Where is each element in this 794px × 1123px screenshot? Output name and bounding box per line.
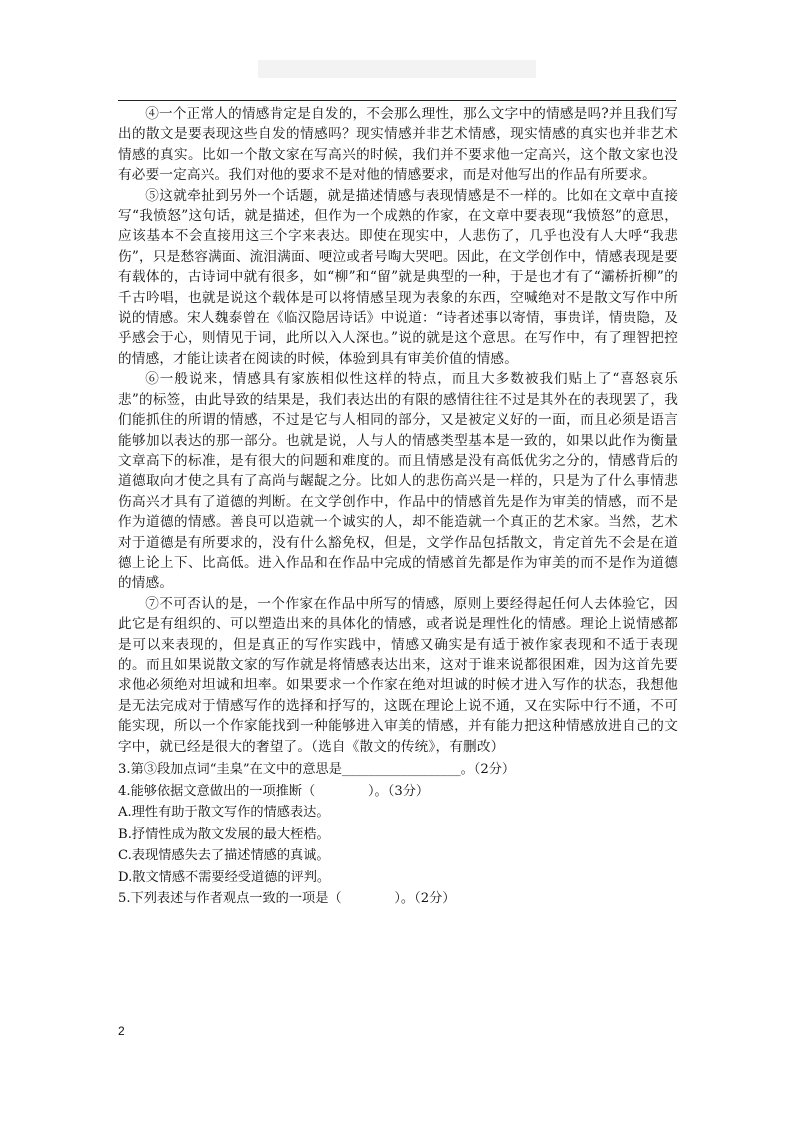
document-body — [118, 104, 678, 910]
option-c: C.表现情感失去了描述情感的真诚。 — [118, 848, 330, 863]
question-3: 3.第③段加点词“圭臬”在文中的意思是__________________。（2分） — [118, 762, 516, 777]
header-band — [258, 60, 536, 78]
page-number: 2 — [118, 1024, 125, 1038]
header-rule — [118, 100, 676, 101]
option-b: B.抒情性成为散文发展的最大桎梏。 — [118, 826, 330, 842]
paragraph-4: ④一个正常人的情感肯定是自发的，不会那么理性，那么文字中的情感是吗?并且我们写出的散文是要表现这些自发的情感吗？现实情感并非艺术情感，现实情感的真实也并非艺术情感的真实。比如一个散文家在写高兴的时候，我们并不要求他一定高兴，这个散文家也没有必要一定高兴。我们对他的要求不是对他的情感要求，而是对他写出的作品有所要求。 — [118, 106, 678, 184]
option-d: D.散文情感不需要经受道德的评判。 — [118, 869, 331, 885]
option-a: A.理性有助于散文写作的情感表达。 — [118, 805, 330, 820]
question-4: 4.能够依据文意做出的一项推断（ ）。（3分） — [118, 783, 430, 799]
paragraph-5: ⑤这就牵扯到另外一个话题，就是描述情感与表现情感是不一样的。比如在文章中直接写“我愤怒”这句话，就是描述，但作为一个成熟的作家，在文章中要表现“我愤怒”的意思，应该基本不会直接用这三个字来表达。即使在现实中，人悲伤了，几乎也没有人大呼“我悲伤”，只是愁容满面、流泪满面、哽泣或者号啕大哭吧。因此，在文学创作中，情感表现是要有载体的，古诗词中就有很多，如“柳”和“留”就是典型的一种，于是也才有了“灞桥折柳”的千古吟唱，也就是说这个载体是可以将情感呈现为表象的东西，空喊绝对不是散文写作中所说的情感。宋人魏泰曾在《临汉隐居诗话》中说道：“诗者述事以寄情，事贵详，情贵隐，及乎感会于心，则情见于词，此所以入人深也。”说的就是这个意思。在写作中，有了理智把控的情感，才能让读者在阅读的时候，体验到具有审美价值的情感。 — [118, 187, 678, 367]
paragraph-7: ⑦不可否认的是，一个作家在作品中所写的情感，原则上要经得起任何人去体验它，因此它是有组织的、可以塑造出来的具体化的情感，或者说是理性化的情感。理论上说情感都是可以来表现的，但是真正的写作实践中，情感又确实是有适于被作家表现和不适于表现的。而且如果说散文家的写作就是将情感表达出来，这对于谁来说都很困难，因为这首先要求他必须绝对坦诚和坦率。如果要求一个作家在绝对坦诚的时候才进入写作的状态，我想他是无法完成对于情感写作的选择和抒写的，这既在理论上说不通，又在实际中行不通，不可能实现，所以一个作家能找到一种能够进入审美的情感，并有能力把这种情感放进自己的文字中，就已经是很大的奢望了。（选自《散文的传统》，有删改） — [118, 595, 678, 755]
question-5: 5.下列表述与作者观点一致的一项是（ ）。（2分） — [118, 891, 456, 906]
questions-section — [118, 759, 678, 910]
paragraph-6: ⑥一般说来，情感具有家族相似性这样的特点，而且大多数被我们贴上了“喜怒哀乐悲”的标签，由此导致的结果是，我们表达出的有限的感情往往不过是其外在的表现罢了，我们能抓住的所谓的情感，不过是它与人相同的部分，又是被定义好的一面，而且必须是语言能够加以表达的那一部分。也就是说，人与人的情感类型基本是一致的，如果以此作为衡量文章高下的标准，是有很大的问题和难度的。而且情感是没有高低优劣之分的，情感背后的道德取向才使之具有了高尚与龌龊之分。比如人的悲伤高兴是一样的，只是为了什么事情悲伤高兴才具有了道德的判断。在文学创作中，作品中的情感首先是作为审美的情感，而不是作为道德的情感。善良可以造就一个诚实的人，却不能造就一个真正的艺术家。当然，艺术对于道德是有所要求的，没有什么豁免权，但是，文学作品包括散文，肯定首先不会是在道德上论上下、比高低。进入作品和在作品中完成的情感首先都是作为审美的而不是作为道德的情感。 — [118, 371, 678, 592]
